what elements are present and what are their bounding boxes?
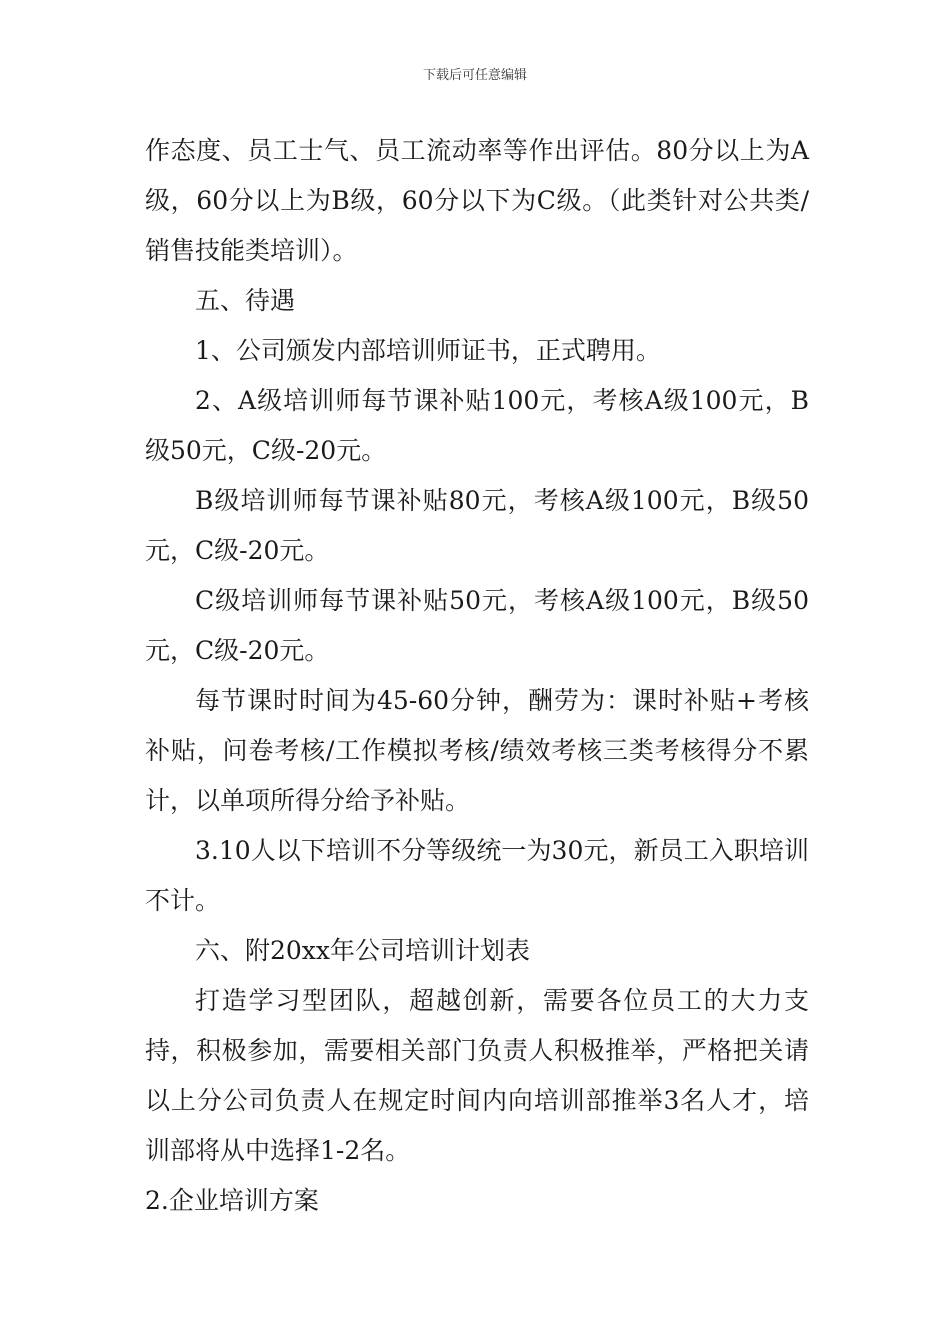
paragraph-grade-b-allowance: B级培训师每节课补贴80元，考核A级100元，B级50元，C级-20元。	[145, 486, 809, 565]
heading-training-plan: 六、附20xx年公司培训计划表	[195, 936, 531, 965]
paragraph-evaluation-grades: 作态度、员工士气、员工流动率等作出评估。80分以上为A级，60分以上为B级，60分以下为C级。（此类针对公共类/销售技能类培训）。	[145, 136, 809, 265]
paragraph-grade-c-allowance: C级培训师每节课补贴50元，考核A级100元，B级50元，C级-20元。	[145, 586, 809, 665]
paragraph-learning-team: 打造学习型团队，超越创新，需要各位员工的大力支持，积极参加，需要相关部门负责人积极推举，严格把关请以上分公司负责人在规定时间内向培训部推举3名人才，培训部将从中选择1-2名。	[145, 986, 809, 1165]
paragraph-certificate: 1、公司颁发内部培训师证书，正式聘用。	[195, 336, 661, 365]
paragraph-small-group-rule: 3.10人以下培训不分等级统一为30元，新员工入职培训不计。	[145, 836, 809, 915]
paragraph-lesson-duration: 每节课时时间为45-60分钟，酬劳为：课时补贴+考核补贴，问卷考核/工作模拟考核/绩效考核三类考核得分不累计，以单项所得分给予补贴。	[145, 686, 809, 815]
paragraph-grade-a-allowance: 2、A级培训师每节课补贴100元，考核A级100元，B级50元，C级-20元。	[145, 386, 809, 465]
heading-benefits: 五、待遇	[195, 286, 296, 315]
section-title-training-scheme: 2.企业培训方案	[145, 1186, 319, 1215]
page-header-note: 下载后可任意编辑	[422, 68, 527, 83]
document-body	[145, 126, 809, 1226]
